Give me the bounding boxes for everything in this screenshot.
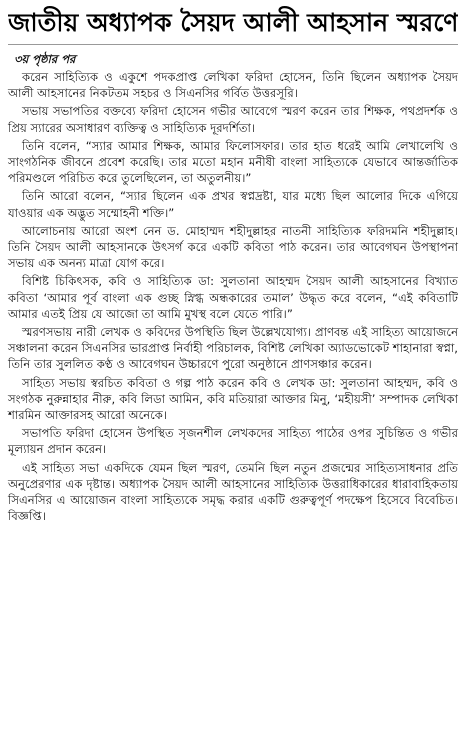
continued-from-note: ৩য় পৃষ্ঠার পর [14,52,76,66]
paragraph: সভায় সভাপতির বক্তব্যে ফরিদা হোসেন গভীর আবেগে স্মরণ করেন তার শিক্ষক, পথপ্রদর্শক ও প্রিয় স্যারের অসাধারণ ব্যক্তিত্ব ও সাহিত্যিক দূরদর্শিতা। [8,104,458,135]
headline: জাতীয় অধ্যাপক সৈয়দ আলী আহসান স্মরণে [8,4,458,45]
paragraph: করেন সাহিত্যিক ও একুশে পদকপ্রাপ্ত লেখিকা ফরিদা হোসেন, তিনি ছিলেন অধ্যাপক সৈয়দ আলী আহসানের নিকটতম সহচর ও সিএনসির গর্বিত উত্তরসূরি। [8,70,458,101]
paragraph: সভাপতি ফরিদা হোসেন উপস্থিত সৃজনশীল লেখকদের সাহিত্য পাঠের ওপর সুচিন্তিত ও গভীর মূল্যায়ন প্রদান করেন। [8,426,458,457]
paragraph: আলোচনায় আরো অংশ নেন ড. মোহাম্মদ শহীদুল্লাহর নাতনী সাহিত্যিক ফরিদমনি শহীদুল্লাহ। তিনি সৈয়দ আলী আহসানকে উৎসর্গ করে একটি কবিতা পাঠ করেন। তার আবেগঘন উপস্থাপনা সভায় এক অনন্য মাত্রা যোগ করে। [8,223,458,271]
paragraph: স্মরণসভায় নারী লেখক ও কবিদের উপস্থিতি ছিল উল্লেখযোগ্য। প্রাণবন্ত এই সাহিত্য আয়োজনে সঞ্চালনা করেন সিএনসির ভারপ্রাপ্ত নির্বাহী পরিচালক, বিশিষ্ট লেখিকা অ্যাডভোকেট শাহানারা স্বপ্না, তিনি তার সুললিত কণ্ঠ ও আবেগঘন উচ্চারণে পুরো অনুষ্ঠানে প্রাণসঞ্চার করেন। [8,325,458,372]
paragraph: তিনি আরো বলেন, “স্যার ছিলেন এক প্রখর স্বপ্নদ্রষ্টা, যার মধ্যে ছিল আলোর দিকে এগিয়ে যাওয়ার এক অদ্ভুত সম্মোহনী শক্তি।” [8,189,458,220]
paragraph: এই সাহিত্য সভা একদিকে যেমন ছিল স্মরণ, তেমনি ছিল নতুন প্রজন্মের সাহিত্যসাধনার প্রতি অনুপ্রেরণার এক দৃষ্টান্ত। অধ্যাপক সৈয়দ আলী আহসানের সাহিত্যিক উত্তরাধিকারের ধারাবাহিকতায় সিএনসির এ আয়োজন বাংলা সাহিত্যকে সমৃদ্ধ করার একটি গুরুত্বপূর্ণ পদক্ষেপ হিসেবে বিবেচিত। বিজ্ঞপ্তি। [8,460,458,524]
paragraph: তিনি বলেন, “স্যার আমার শিক্ষক, আমার ফিলোসফার। তার হাত ধরেই আমি লেখালেখি ও সাংগঠনিক জীবনে প্রবেশ করেছি। তার মতো মহান মনীষী বাংলা সাহিত্যকে যেভাবে আন্তর্জাতিক পরিমণ্ডলে পরিচিত করে তুলেছিলেন, তা অতুলনীয়।” [8,138,458,186]
paragraph: বিশিষ্ট চিকিৎসক, কবি ও সাহিত্যিক ডা: সুলতানা আহম্মদ সৈয়দ আলী আহসানের বিখ্যাত কবিতা ‘আমার পূর্ব বাংলা এক গুচ্ছ স্নিগ্ধ অন্ধকারের তমাল’ উদ্ধৃত করে বলেন, “এই কবিতাটি আমার এতই প্রিয় যে আজো তা আমি মুখস্থ বলে যেতে পারি।” [8,274,458,321]
article-body [8,69,458,524]
paragraph: সাহিত্য সভায় স্বরচিত কবিতা ও গল্প পাঠ করেন কবি ও লেখক ডা: সুলতানা আহম্মদ, কবি ও সংগঠক নুরুন্নাহার নীরু, কবি লিডা আমিন, কবি মতিয়ারা আক্তার মিনু, ‘মহীয়সী’ সম্পাদক লেখিকা শারমিন আক্তারসহ আরো অনেকে। [8,375,458,423]
